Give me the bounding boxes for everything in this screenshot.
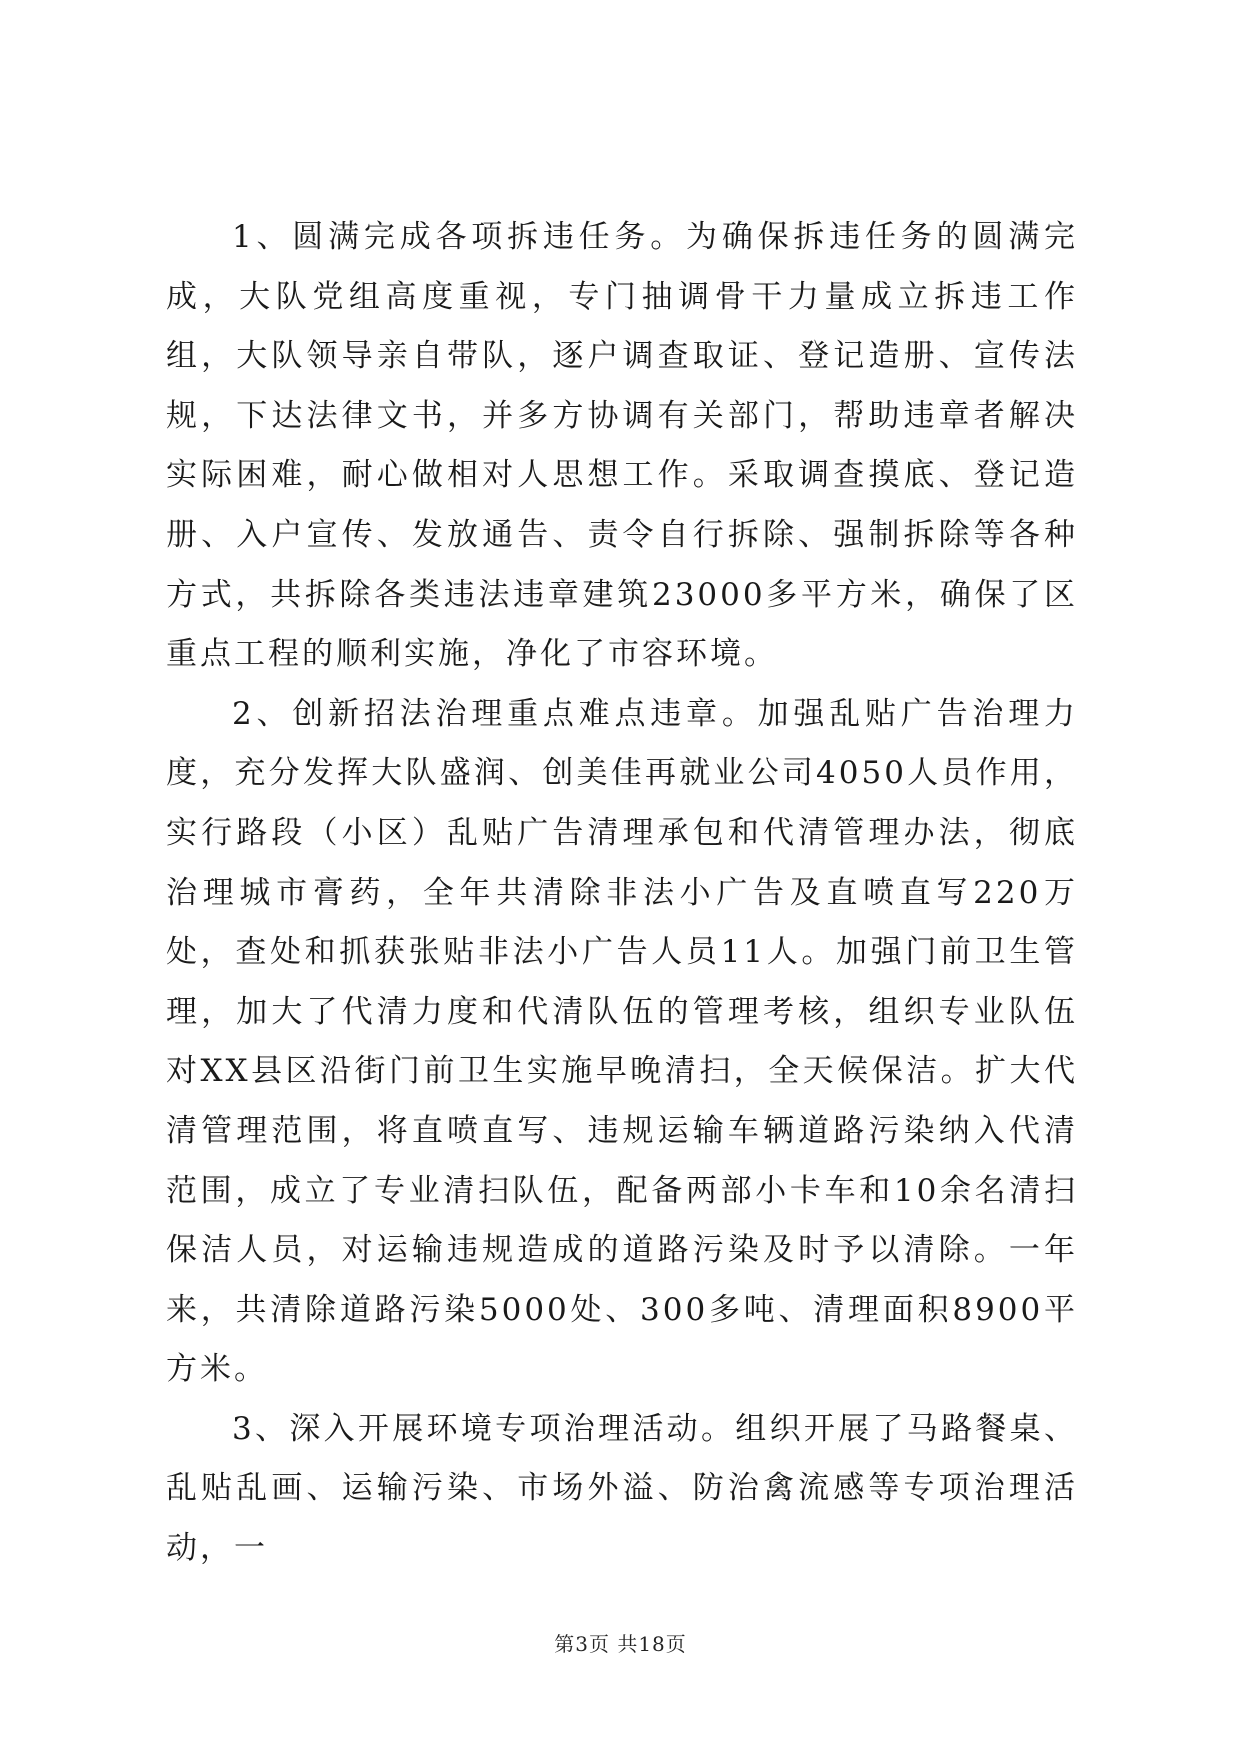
page-number-footer: 第3页 共18页 [554,1632,687,1656]
paragraph-3: 3、深入开展环境专项治理活动。组织开展了马路餐桌、乱贴乱画、运输污染、市场外溢、防治禽流感等专项治理活动，一 [166,1410,1078,1567]
paragraph-2: 2、创新招法治理重点难点违章。加强乱贴广告治理力度，充分发挥大队盛润、创美佳再就业公司4050人员作用，实行路段（小区）乱贴广告清理承包和代清管理办法，彻底治理城市膏药，全年共清除非法小广告及直喷直写220万处，查处和抓获张贴非法小广告人员11人。加强门前卫生管理，加大了代清力度和代清队伍的管理考核，组织专业队伍对XX县区沿街门前卫生实施早晚清扫，全天候保洁。扩大代清管理范围，将直喷直写、违规运输车辆道路污染纳入代清范围，成立了专业清扫队伍，配备两部小卡车和10余名清扫保洁人员，对运输违规造成的道路污染及时予以清除。一年来，共清除道路污染5000处、300多吨、清理面积8900平方米。 [166,695,1078,1388]
body-text [166,208,1078,1579]
paragraph-1: 1、圆满完成各项拆违任务。为确保拆违任务的圆满完成，大队党组高度重视，专门抽调骨干力量成立拆违工作组，大队领导亲自带队，逐户调查取证、登记造册、宣传法规，下达法律文书，并多方协调有关部门，帮助违章者解决实际困难，耐心做相对人思想工作。采取调查摸底、登记造册、入户宣传、发放通告、责令自行拆除、强制拆除等各种方式，共拆除各类违法违章建筑23000多平方米，确保了区重点工程的顺利实施，净化了市容环境。 [166,219,1078,673]
